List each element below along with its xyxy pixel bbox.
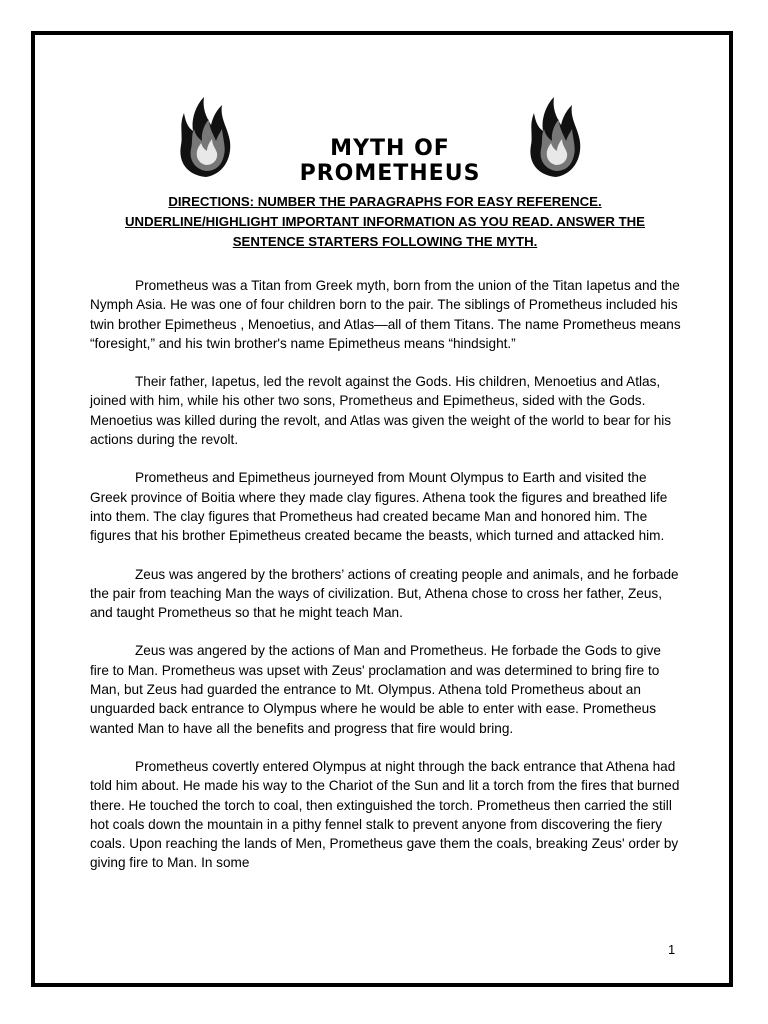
paragraph: Prometheus was a Titan from Greek myth, born from the union of the Titan Iapetus and the Nymph Asia. He was one of four children born to the pair. The siblings of Prometheus included his twin brother Epimetheus , Menoetius, and Atlas—all of them Titans. The name Prometheus means “foresight,” and his twin brother's name Epimetheus means “hindsight.” bbox=[90, 278, 681, 351]
page-title: MYTH OF PROMETHEUS bbox=[299, 136, 481, 186]
paragraph: Zeus was angered by the actions of Man and Prometheus. He forbade the Gods to give fire to Man. Prometheus was upset with Zeus' proclamation and was determined to bring fire to Man, but Zeus had guarded the entrance to Mt. Olympus. Athena told Prometheus about an unguarded back entrance to Olympus where he would be able to enter with ease. Prometheus wanted Man to have all the benefits and progress that fire would bring. bbox=[90, 643, 661, 736]
paragraph: Zeus was angered by the brothers’ actions of creating people and animals, and he forbade the pair from teaching Man the ways of civilization. But, Athena chose to cross her father, Zeus, and taught Prometheus so that he might teach Man. bbox=[90, 566, 679, 621]
directions: DIRECTIONS: NUMBER THE PARAGRAPHS FOR EASY REFERENCE. UNDERLINE/HIGHLIGHT IMPORTANT INFORMATION AS YOU READ. ANSWER THE SENTENCE STARTERS FOLLOWING THE MYTH. bbox=[125, 194, 645, 249]
paragraph: Their father, Iapetus, led the revolt against the Gods. His children, Menoetius and Atlas, joined with him, while his other two sons, Prometheus and Epimetheus, sided with the Gods. Menoetius was killed during the revolt, and Atlas was given the weight of the world to bear for his actions during the revolt. bbox=[90, 374, 672, 448]
page-number: 1 bbox=[668, 942, 676, 957]
paragraph: Prometheus and Epimetheus journeyed from Mount Olympus to Earth and visited the Greek province of Boitia where they made clay figures. Athena took the figures and breathed life into them. The clay figures that Prometheus had created became Man and honored him. The figures that his brother Epimetheus created became the beasts, which turned and attacked him. bbox=[90, 470, 668, 544]
paragraph: Prometheus covertly entered Olympus at night through the back entrance that Athena had told him about. He made his way to the Chariot of the Sun and lit a torch from the fires that burned there. He touched the torch to coal, then extinguished the torch. Prometheus then carried the still hot coals down the mountain in a pithy fennel stalk to prevent anyone from discovering the fiery coals. Upon reaching the lands of Men, Prometheus gave them the coals, breaking Zeus' order by giving fire to Man. In some bbox=[90, 758, 680, 871]
flame-icon bbox=[176, 95, 236, 180]
myth-body bbox=[90, 276, 682, 892]
